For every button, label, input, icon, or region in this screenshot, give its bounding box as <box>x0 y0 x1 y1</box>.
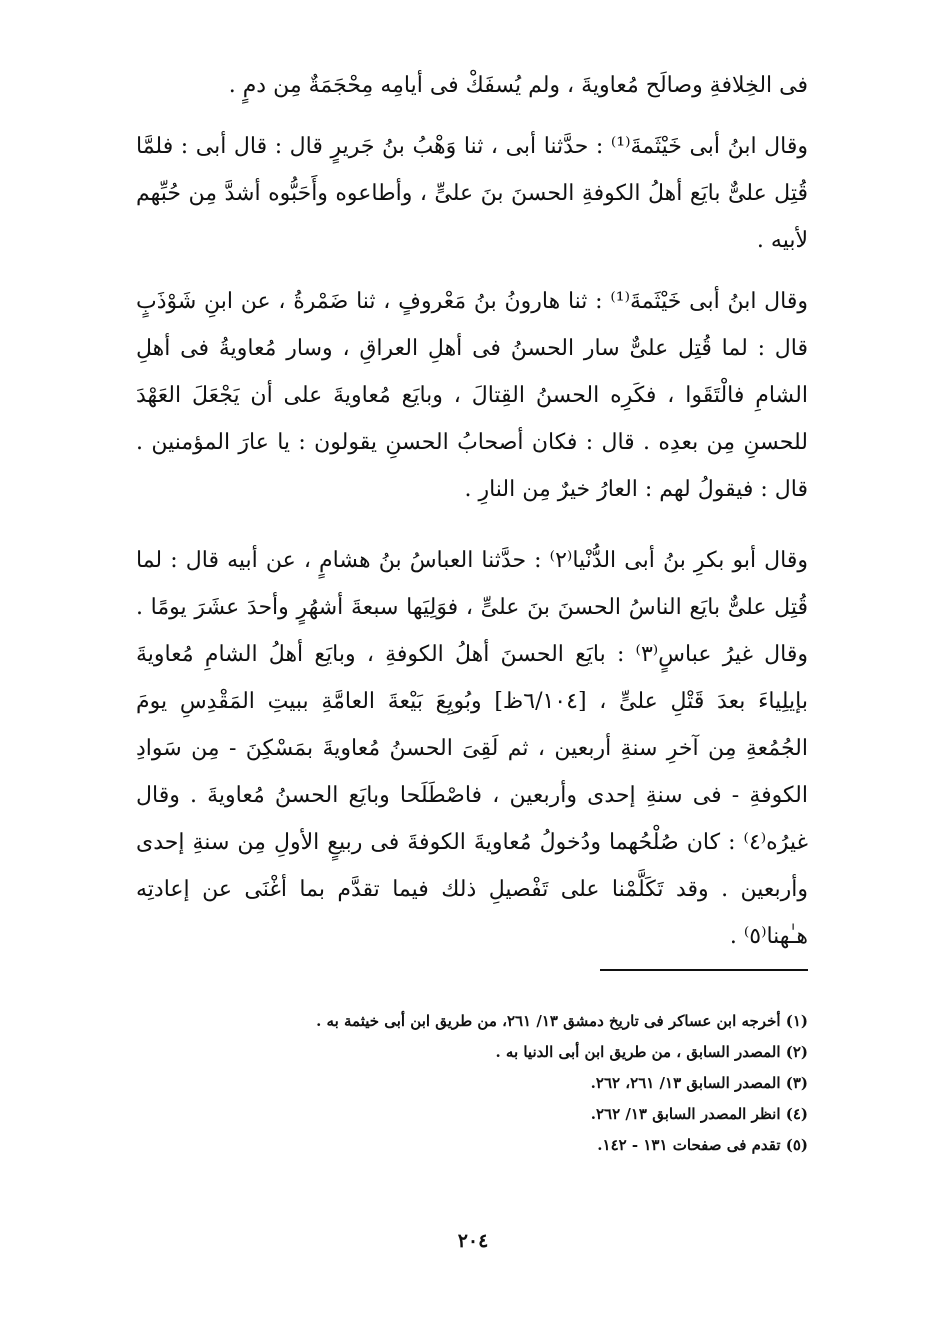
page-number: ٢٠٤ <box>457 1230 489 1252</box>
paragraph-3: وقال ابنُ أبى خَيْثَمةَ⁽¹⁾ : ثنا هارونُ بنُ مَعْروفٍ ، ثنا ضَمْرةُ ، عن ابنِ شَوْذَبٍ قال : لما قُتِل علىٌّ سار الحسنُ فى أهلِ العراقِ ، وسار مُعاويةُ فى أهلِ الشامِ فالْتَقَوا ، فكَرِه الحسنُ القِتالَ ، وبايَع مُعاويةَ على أن يَجْعَلَ العَهْدَ للحسنِ مِن بعدِه . قال : فكان أصحابُ الحسنِ يقولون : يا عارَ المؤمنين . قال : فيقولُ لهم : العارُ خيرٌ مِن النارِ . <box>136 289 809 502</box>
footnote-4: (٤) انظر المصدر السابق ١٣/ ٢٦٢. <box>590 1105 808 1123</box>
paragraph-2: وقال ابنُ أبى خَيْثَمةَ⁽¹⁾ : حدَّثنا أبى ، ثنا وَهْبُ بنُ جَريرٍ قال : قال أبى : فلمَّا قُتِل علىٌّ بايَع أهلُ الكوفةِ الحسنَ بنَ علىٍّ ، وأطاعوه وأَحَبُّوه أشدَّ مِن حُبِّهم لأبيه . <box>136 134 808 253</box>
footnote-1: (١) أخرجه ابن عساكر فى تاريخ دمشق ١٣/ ٢٦١، من طريق ابن أبى خيثمة به . <box>316 1012 808 1030</box>
footnote-5: (٥) تقدم فى صفحات ١٣١ - ١٤٢. <box>597 1136 808 1154</box>
footnotes <box>128 1006 808 1161</box>
paragraph-1: فى الخِلافةِ وصالَح مُعاويةَ ، ولم يُسفَكْ فى أيامِه مِحْجَمَةٌ مِن دمٍ . <box>228 73 808 98</box>
footnote-2: (٢) المصدر السابق ، من طريق ابن أبى الدنيا به . <box>495 1043 808 1061</box>
paragraph-4: وقال أبو بكرِ بنُ أبى الدُّنْيا⁽٢⁾ : حدَّثنا العباسُ بنُ هشامٍ ، عن أبيه قال : لما قُتِل علىٌّ بايَع الناسُ الحسنَ بنَ علىٍّ ، فوَلِيَها سبعةَ أشهُرٍ وأحدَ عشَرَ يومًا . وقال غيرُ عباسٍ⁽٣⁾ : بايَع الحسنَ أهلُ الكوفةِ ، وبايَع أهلُ الشامِ مُعاويةَ بإيلِياءَ بعدَ قَتْلِ علىٍّ ، [٦/١٠٤ظ] وبُويِعَ بَيْعةَ العامَّةِ ببيتِ المَقْدِسِ يومَ الجُمُعةِ مِن آخرِ سنةِ أربعين ، ثم لَقِىَ الحسنُ مُعاويةَ بمَسْكِنَ - مِن سَوادِ الكوفةِ - فى سنةِ إحدى وأربعين ، فاصْطَلَحا وبايَع الحسنُ مُعاويةَ . وقال غيرُه⁽٤⁾ : كان صُلْحُهما ودُخولُ مُعاويةَ الكوفةَ فى ربيعٍ الأولِ مِن سنةِ إحدى وأربعين . وقد تَكَلَّمْنا على تَفْصيلِ ذلك فيما تقدَّم بما أغْنَى عن إعادتِه هـٰهنا⁽٥⁾ . <box>136 548 809 949</box>
main-text <box>136 62 808 960</box>
footnote-3: (٣) المصدر السابق ١٣/ ٢٦١، ٢٦٢. <box>590 1074 808 1092</box>
footnote-divider <box>600 969 808 971</box>
